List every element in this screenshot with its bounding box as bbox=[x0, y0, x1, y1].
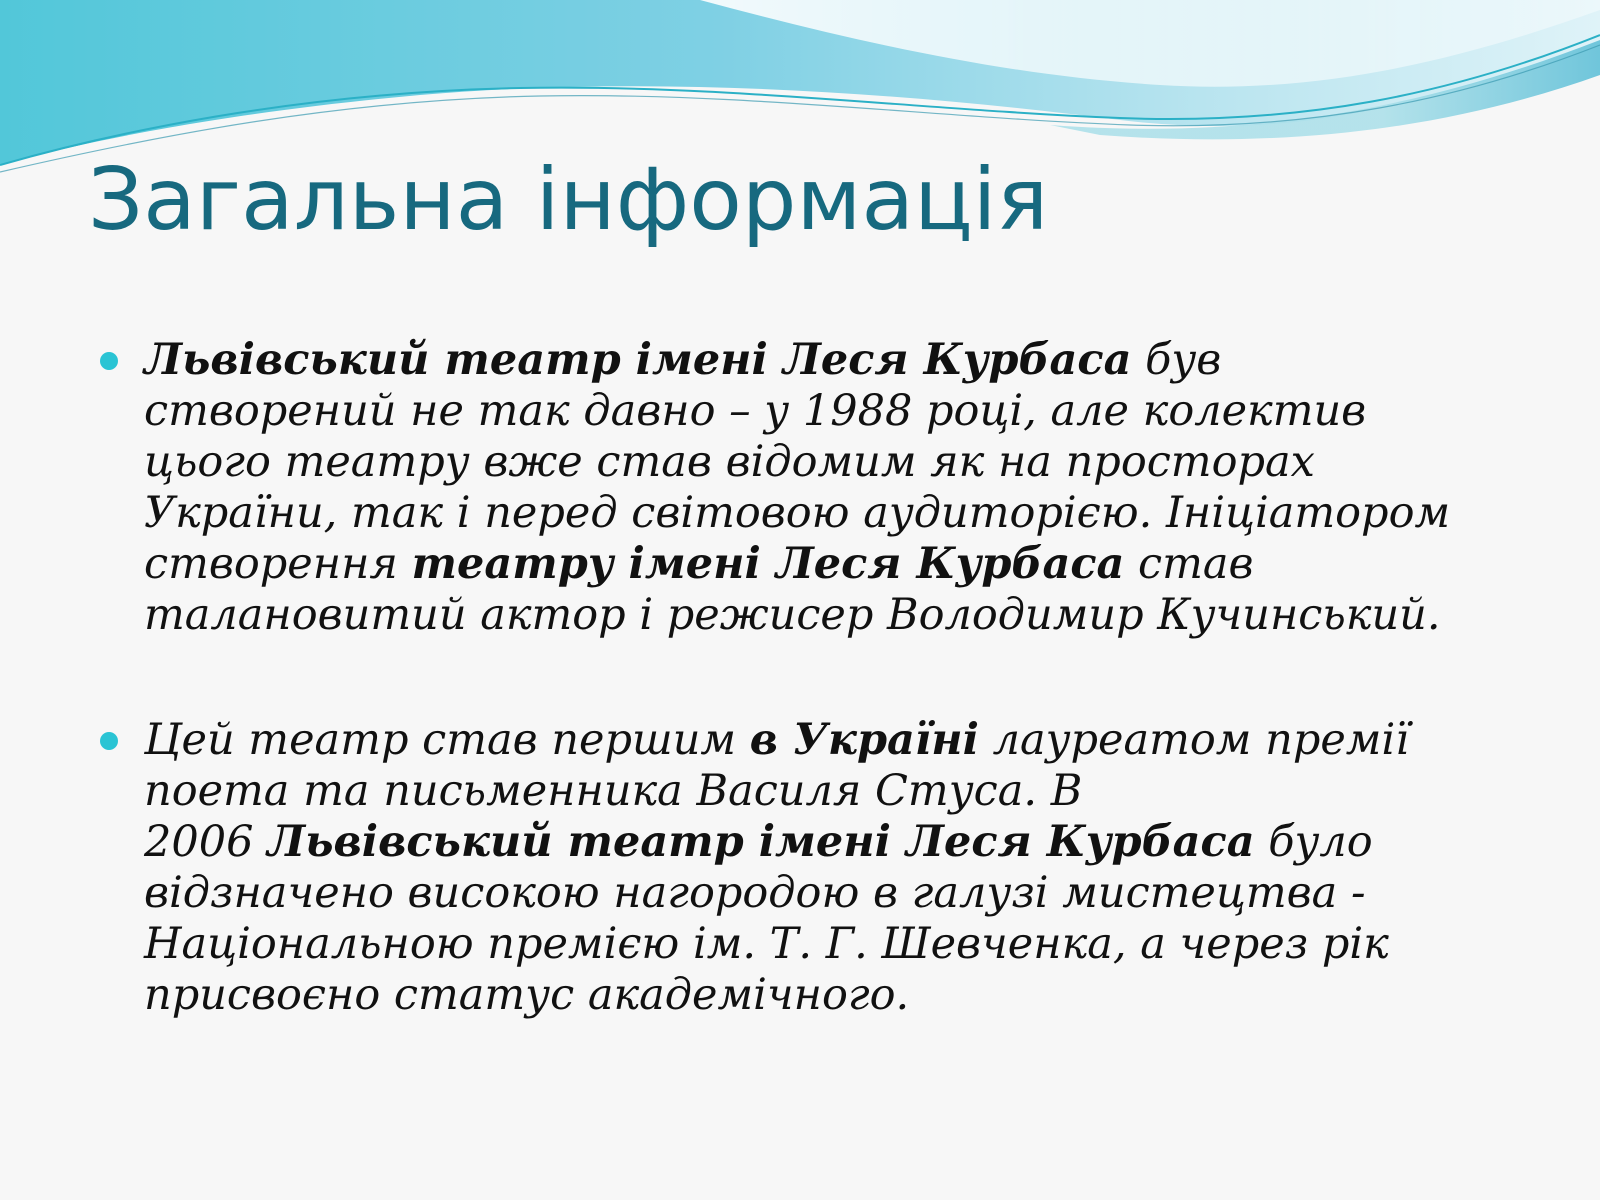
text-run: України, так і перед світовою аудиторією. Ініціатором bbox=[144, 488, 1451, 538]
paragraph-line bbox=[144, 335, 1554, 386]
text-run: цього театру вже став відомим як на просторах bbox=[144, 437, 1315, 487]
text-run: створений не так давно – у 1988 році, але колектив bbox=[144, 386, 1367, 436]
text-run: був bbox=[1131, 335, 1222, 385]
text-run: було bbox=[1254, 817, 1373, 867]
text-run: Національною премією ім. Т. Г. Шевченка, а через рік bbox=[144, 919, 1389, 969]
paragraph-line bbox=[144, 766, 1554, 817]
bullet-paragraph bbox=[144, 335, 1554, 641]
text-run: створення bbox=[144, 539, 412, 589]
text-run: присвоєно статус академічного. bbox=[144, 970, 910, 1020]
slide-title: Загальна інформація bbox=[88, 150, 1049, 250]
text-run: Цей театр став першим bbox=[144, 715, 750, 765]
bold-text: Львівський театр імені Леся Курбаса bbox=[144, 335, 1132, 385]
paragraph-line bbox=[144, 539, 1554, 590]
text-run: 2006 bbox=[144, 817, 268, 867]
paragraph-line bbox=[144, 488, 1554, 539]
bold-text: театру імені Леся Курбаса bbox=[411, 539, 1125, 589]
paragraph-line bbox=[144, 817, 1554, 868]
paragraph-line bbox=[144, 590, 1554, 641]
text-run: поета та письменника Василя Стуса. В bbox=[144, 766, 1083, 816]
paragraph-line bbox=[144, 715, 1554, 766]
bold-text: Львівський театр імені Леся Курбаса bbox=[267, 817, 1255, 867]
paragraph-line bbox=[144, 437, 1554, 488]
bullet-icon bbox=[100, 352, 118, 370]
text-run: талановитий актор і режисер Володимир Кучинський. bbox=[144, 590, 1441, 640]
paragraph-line bbox=[144, 868, 1554, 919]
paragraph-line bbox=[144, 970, 1554, 1021]
bullet-paragraph bbox=[144, 715, 1554, 1021]
text-run: лауреатом премії bbox=[978, 715, 1409, 765]
text-run: відзначено високою нагородою в галузі мистецтва - bbox=[144, 868, 1366, 918]
bullet-icon bbox=[100, 732, 118, 750]
text-run: став bbox=[1124, 539, 1254, 589]
paragraph-line bbox=[144, 386, 1554, 437]
paragraph-line bbox=[144, 919, 1554, 970]
bold-text: в Україні bbox=[749, 715, 979, 765]
